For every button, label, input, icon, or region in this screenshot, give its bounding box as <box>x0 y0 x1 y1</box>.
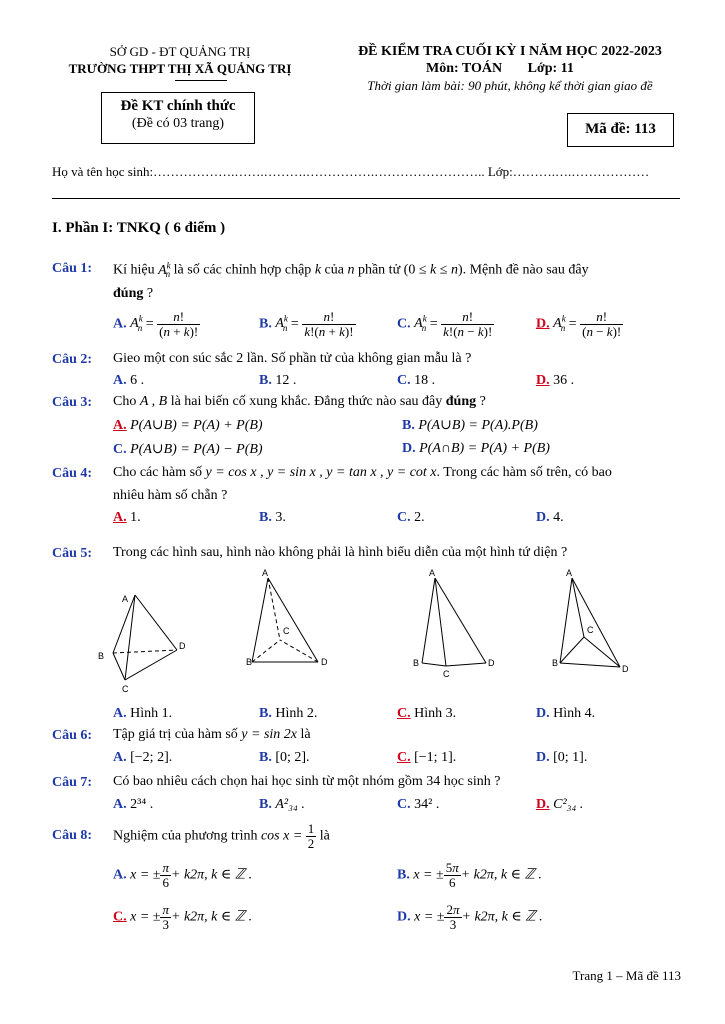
q5-option-b[interactable] <box>259 706 317 722</box>
option-letter: A. <box>113 797 127 812</box>
section-title: I. Phần I: TNKQ ( 6 điểm ) <box>52 220 226 236</box>
subject-value: TOÁN <box>461 61 503 76</box>
option-value: 36 . <box>553 373 575 388</box>
q8-text-part: là <box>319 828 330 844</box>
option-letter-correct: C. <box>397 706 411 721</box>
header-divider <box>52 198 680 199</box>
option-letter: A. <box>113 750 127 765</box>
department-name: SỞ GD - ĐT QUẢNG TRỊ <box>109 44 251 59</box>
q8-option-d[interactable]: D. x = ± $\frac{2\pi}{3}$ + k2π, k ∈ ℤ . <box>397 902 543 932</box>
question-6-label: Câu 6: <box>52 728 93 743</box>
option-value: P(A∪B) = P(A).P(B) <box>418 418 538 433</box>
fig2-label-d: D <box>321 657 328 667</box>
option-letter-correct: C. <box>397 750 411 765</box>
option-letter: C. <box>397 316 411 332</box>
subject-line <box>426 61 574 77</box>
fig1-label-a: A <box>122 594 129 604</box>
question-5-text: Trong các hình sau, hình nào không phải là hình biểu diễn của một hình tứ diện ? <box>113 545 568 560</box>
question-6-text <box>113 727 311 743</box>
option-value: A²₃₄ . <box>275 797 305 812</box>
figure-4 <box>560 578 620 667</box>
option-letter: B. <box>259 750 272 765</box>
q3-option-d[interactable] <box>402 441 550 457</box>
question-4-text-end: nhiêu hàm số chẵn ? <box>113 488 228 503</box>
q5-option-d[interactable] <box>536 706 595 722</box>
question-3-text <box>113 394 486 410</box>
option-letter: A. <box>113 867 127 883</box>
q8-option-b[interactable]: B. x = ± $\frac{5\pi}{6}$ + k2π, k ∈ ℤ . <box>397 860 542 890</box>
option-value: P(A∩B) = P(A) + P(B) <box>419 441 550 456</box>
page-footer: Trang 1 – Mã đề 113 <box>572 968 681 983</box>
option-letter: C. <box>397 373 411 388</box>
option-value: 3. <box>275 510 286 525</box>
option-value: C²₃₄ . <box>553 797 584 812</box>
page-count-note: (Đề có 03 trang) <box>131 116 225 131</box>
official-label: Đề KT chính thức <box>120 98 236 114</box>
q5-option-a[interactable] <box>113 706 172 722</box>
option-letter: D. <box>402 441 416 456</box>
subject-label: Môn: <box>426 61 459 76</box>
option-letter-correct: C. <box>113 909 127 925</box>
fig4-label-c: C <box>587 625 594 635</box>
option-value: 6 . <box>130 373 145 388</box>
option-value: 34² . <box>414 797 440 812</box>
q7-option-d[interactable] <box>536 797 583 813</box>
option-letter: A. <box>113 706 127 721</box>
option-letter: B. <box>397 867 410 883</box>
question-1-label: Câu 1: <box>52 261 93 276</box>
option-value: Hình 4. <box>553 706 596 721</box>
q1-text-part: . Mệnh đề nào sau đây <box>462 262 589 278</box>
q7-option-a[interactable] <box>113 797 153 813</box>
q8-option-c[interactable]: C. x = ± $\frac{\pi}{3}$ + k2π, k ∈ ℤ . <box>113 902 253 932</box>
option-value: 1. <box>130 510 141 525</box>
q5-option-c[interactable] <box>397 706 456 722</box>
figure-3 <box>422 578 486 666</box>
question-8-text <box>113 822 330 850</box>
q1-symbol-ank: $A^k_n$ <box>158 260 171 280</box>
q1-text-part: Kí hiệu <box>113 262 155 278</box>
option-letter: B. <box>259 797 272 812</box>
option-letter-correct: A. <box>113 418 127 433</box>
option-value: + k2π, k ∈ ℤ . <box>460 867 542 883</box>
option-value: + k2π, k ∈ ℤ . <box>171 909 253 925</box>
q2-option-a[interactable] <box>113 373 144 389</box>
q6-option-c[interactable] <box>397 750 456 766</box>
option-letter-correct: D. <box>536 316 550 332</box>
question-4-text <box>113 465 612 481</box>
exam-code: Mã đề: 113 <box>585 121 656 137</box>
grade-label: Lớp: <box>527 61 558 76</box>
option-letter: D. <box>536 750 550 765</box>
option-letter: B. <box>402 418 415 433</box>
q4-text-part: . Trong các hàm số trên, có bao <box>436 465 612 480</box>
figure-2 <box>252 578 318 662</box>
fig4-label-d: D <box>622 664 629 674</box>
option-letter: D. <box>536 510 550 525</box>
fig3-label-c: C <box>443 669 450 679</box>
q1-condition: (0 ≤ k ≤ n) <box>403 262 463 278</box>
option-value: Hình 3. <box>414 706 457 721</box>
fig3-label-d: D <box>488 658 495 668</box>
fig1-label-b: B <box>98 651 105 661</box>
q4-option-d[interactable] <box>536 510 564 526</box>
q6-option-d[interactable] <box>536 750 587 766</box>
fig2-label-c: C <box>283 626 290 636</box>
q3-emphasis: đúng <box>445 394 477 409</box>
q1-text-part: của <box>324 262 344 278</box>
q3-option-c[interactable] <box>113 441 263 458</box>
question-5-label: Câu 5: <box>52 546 93 561</box>
q8-fraction: $\frac{1}{2}$ <box>307 821 315 851</box>
fig3-label-a: A <box>429 568 436 578</box>
q8-text-part: Nghiệm của phương trình <box>113 828 258 844</box>
question-3-label: Câu 3: <box>52 395 93 410</box>
q8-equation: cos x = <box>260 828 303 844</box>
q1-option-b[interactable]: B. $A^k_n$ = $\frac{n!}{k!(n + k)!}$ <box>259 309 354 339</box>
q1-text-part: ? <box>146 286 154 301</box>
q1-text-part: phần tử <box>357 262 401 278</box>
figure-1 <box>113 595 177 680</box>
fig1-label-c: C <box>122 684 129 694</box>
q3-text-part: là hai biến cố xung khắc. Đẳng thức nào sau đây <box>170 394 443 409</box>
q1-emphasis: đúng <box>113 286 144 301</box>
q3-option-a[interactable] <box>113 417 263 434</box>
exam-title: ĐỀ KIỂM TRA CUỐI KỲ I NĂM HỌC 2022-2023 <box>358 44 662 59</box>
school-underline <box>175 80 227 81</box>
fig2-label-a: A <box>262 568 269 578</box>
grade-value: 11 <box>560 61 574 76</box>
fig4-label-b: B <box>552 658 559 668</box>
q7-option-b[interactable] <box>259 797 305 813</box>
option-value: Hình 2. <box>275 706 318 721</box>
student-info-line: Họ và tên học sinh:……………….…….……….…………….…………………….. Lớp:……….….……………… <box>52 164 650 179</box>
option-value: 18 . <box>414 373 436 388</box>
option-letter-correct: A. <box>113 510 127 525</box>
q4-functions: y = cos x , y = sin x , y = tan x , y = cot x <box>205 465 437 480</box>
option-value: P(A∪B) = P(A) − P(B) <box>130 442 263 457</box>
question-1-text-end <box>113 286 153 302</box>
q6-text-part: là <box>300 727 311 742</box>
option-letter: D. <box>536 706 550 721</box>
question-2-text: Gieo một con súc sắc 2 lần. Số phần tử của không gian mẫu là ? <box>113 351 472 366</box>
q1-symbol-n: n <box>347 262 355 278</box>
exam-code-box <box>567 113 674 147</box>
option-value: Hình 1. <box>130 706 173 721</box>
option-letter: D. <box>397 909 411 925</box>
tetrahedron-figures <box>90 565 690 700</box>
option-letter-correct: D. <box>536 373 550 388</box>
option-letter: B. <box>259 316 272 332</box>
q8-option-a[interactable]: A. x = ± $\frac{\pi}{6}$ + k2π, k ∈ ℤ . <box>113 860 253 890</box>
option-letter: A. <box>113 316 127 332</box>
q4-option-a[interactable] <box>113 510 141 526</box>
option-letter: B. <box>259 510 272 525</box>
q2-option-c[interactable] <box>397 373 435 389</box>
question-4-label: Câu 4: <box>52 466 93 481</box>
fig4-label-a: A <box>566 568 573 578</box>
option-letter: C. <box>113 442 127 457</box>
q3-option-b[interactable] <box>402 417 538 434</box>
option-letter: A. <box>113 373 127 388</box>
q4-text-part: Cho các hàm số <box>113 465 203 480</box>
exam-duration: Thời gian làm bài: 90 phút, không kể thời gian giao đề <box>367 78 653 93</box>
fig3-label-b: B <box>413 658 420 668</box>
fig1-label-d: D <box>179 641 186 651</box>
q1-option-d[interactable]: D. $A^k_n$ = $\frac{n!}{(n - k)!}$ <box>536 309 622 339</box>
question-7-label: Câu 7: <box>52 775 93 790</box>
q1-option-a[interactable]: A. $A^k_n$ = $\frac{n!}{(n + k)!}$ <box>113 309 199 339</box>
q1-option-c[interactable]: C. $A^k_n$ = $\frac{n!}{k!(n - k)!}$ <box>397 309 493 339</box>
option-letter-correct: D. <box>536 797 550 812</box>
option-value: + k2π, k ∈ ℤ . <box>171 867 253 883</box>
q2-option-b[interactable] <box>259 373 296 389</box>
q1-text-part: là số các chỉnh hợp chập <box>173 262 312 278</box>
q6-option-b[interactable] <box>259 750 310 766</box>
option-value: 2. <box>414 510 425 525</box>
q1-symbol-k: k <box>314 262 322 278</box>
question-7-text: Có bao nhiêu cách chọn hai học sinh từ một nhóm gồm 34 học sinh ? <box>113 774 501 789</box>
option-value: [0; 1]. <box>553 750 588 765</box>
option-value: [−2; 2]. <box>130 750 173 765</box>
q6-function: y = sin 2x <box>241 727 298 742</box>
option-letter: C. <box>397 510 411 525</box>
q3-text-part: Cho <box>113 394 137 409</box>
q4-option-c[interactable] <box>397 510 425 526</box>
q6-text-part: Tập giá trị của hàm số <box>113 727 238 742</box>
question-1-text <box>113 260 589 279</box>
option-letter: C. <box>397 797 411 812</box>
option-value: + k2π, k ∈ ℤ . <box>461 909 543 925</box>
option-value: 4. <box>553 510 564 525</box>
q3-events: A , B <box>139 394 168 409</box>
q2-option-d[interactable] <box>536 373 574 389</box>
fig2-label-b: B <box>246 657 253 667</box>
q4-option-b[interactable] <box>259 510 286 526</box>
official-exam-box <box>101 92 255 144</box>
q6-option-a[interactable] <box>113 750 172 766</box>
option-value: 2³⁴ . <box>130 797 154 812</box>
q7-option-c[interactable] <box>397 797 439 813</box>
option-letter: B. <box>259 373 272 388</box>
school-name: TRƯỜNG THPT THỊ XÃ QUẢNG TRỊ <box>68 61 292 76</box>
option-value: [−1; 1]. <box>414 750 457 765</box>
q3-text-part: ? <box>479 394 486 409</box>
option-value: P(A∪B) = P(A) + P(B) <box>130 418 263 433</box>
question-2-label: Câu 2: <box>52 352 93 367</box>
question-8-label: Câu 8: <box>52 828 93 843</box>
option-letter: B. <box>259 706 272 721</box>
option-value: [0; 2]. <box>275 750 310 765</box>
option-value: 12 . <box>275 373 297 388</box>
